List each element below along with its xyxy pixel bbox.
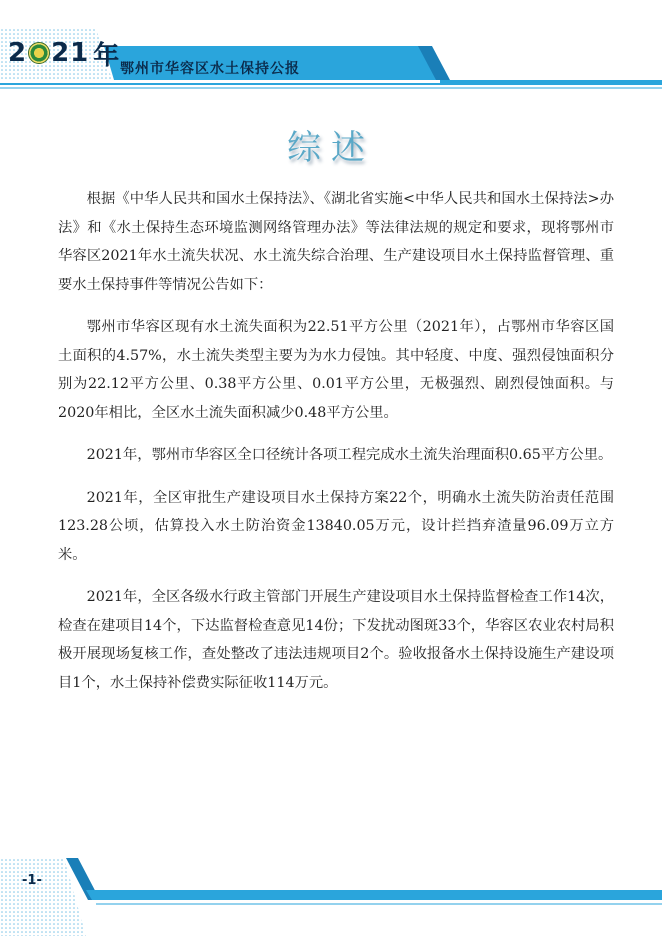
year-suffix: 21 — [51, 38, 90, 68]
header-right-bar — [440, 80, 662, 84]
page-number: -1- — [22, 873, 42, 888]
footer-banner — [0, 850, 662, 936]
document-body — [58, 185, 614, 711]
footer-main-bar — [86, 890, 662, 900]
paragraph: 2021年，全区各级水行政主管部门开展生产建设项目水土保持监督检查工作14次，检查在建项目14个，下达监督检查意见14份；下发扰动图斑33个，华容区农业农村局积极开展现场复核工作，查处整改了违法违规项目2个。验收报备水土保持设施生产建设项目1个，水土保持补偿费实际征收114万元。 — [58, 589, 614, 691]
paragraph: 鄂州市华容区现有水土流失面积为22.51平方公里（2021年），占鄂州市华容区国土面积的4.57%，水土流失类型主要为为水力侵蚀。其中轻度、中度、强烈侵蚀面积分别为22.12平方公里、0.38平方公里、0.01平方公里，无极强烈、剧烈侵蚀面积。与2020年相比，全区水土流失面积减少0.48平方公里。 — [58, 319, 614, 421]
year-badge — [8, 38, 121, 71]
paragraph: 根据《中华人民共和国水土保持法》、《湖北省实施<中华人民共和国水土保持法>办法》和《水土保持生态环境监测网络管理办法》等法律法规的规定和要求，现将鄂州市华容区2021年水土流失状况、水土流失综合治理、生产建设项目水土保持监督管理、重要水土保持事件等情况公告如下： — [58, 191, 614, 293]
paragraph: 2021年，全区审批生产建设项目水土保持方案22个，明确水土流失防治责任范围123.28公顷，估算投入水土防治资金13840.05万元，设计拦挡弃渣量96.09万立方米。 — [58, 489, 614, 563]
year-prefix: 2 — [8, 38, 28, 68]
logo-icon — [28, 42, 50, 64]
year-unit: 年 — [93, 40, 121, 71]
paragraph: 2021年，鄂州市华容区全口径统计各项工程完成水土流失治理面积0.65平方公里。 — [86, 447, 613, 463]
page-title: 综述 — [287, 128, 375, 168]
header-title: 鄂州市华容区水土保持公报 — [120, 61, 300, 77]
